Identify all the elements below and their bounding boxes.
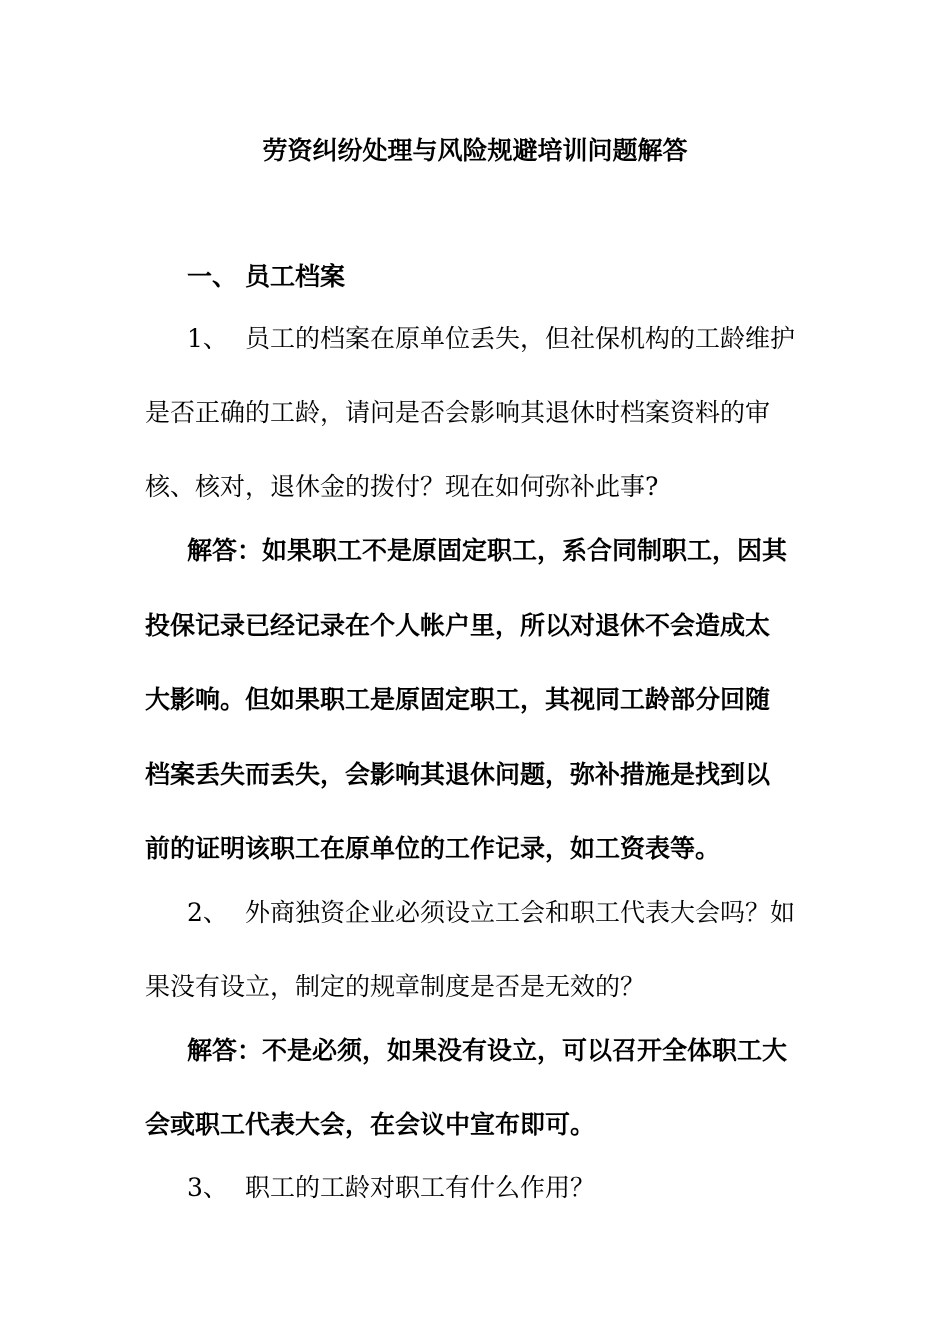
section-number: 一、 — [187, 262, 238, 291]
question-number: 3、 — [187, 1173, 228, 1202]
question-line: 核、核对，退休金的拨付？现在如何弥补此事? — [145, 472, 659, 501]
question-number: 1、 — [187, 324, 228, 353]
answer-line: 大影响。但如果职工是原固定职工，其视同工龄部分回随 — [145, 685, 771, 714]
question-line: 是否正确的工龄，请问是否会影响其退休时档案资料的审 — [145, 398, 771, 427]
answer-line: 解答：如果职工不是原固定职工，系合同制职工，因其 — [187, 536, 788, 565]
question-line: 果没有设立，制定的规章制度是否是无效的？ — [145, 972, 646, 1001]
question-line: 员工的档案在原单位丢失，但社保机构的工龄维护 — [245, 324, 796, 353]
section-heading: 员工档案 — [245, 262, 346, 291]
answer-line: 解答：不是必须，如果没有设立，可以召开全体职工大 — [187, 1036, 788, 1065]
document-title: 劳资纠纷处理与风险规避培训问题解答 — [262, 136, 688, 165]
answer-line: 档案丢失而丢失，会影响其退休问题，弥补措施是找到以 — [145, 760, 771, 789]
answer-line: 前的证明该职工在原单位的工作记录，如工资表等。 — [145, 834, 721, 863]
answer-line: 会或职工代表大会，在会议中宣布即可。 — [145, 1110, 596, 1139]
question-number: 2、 — [187, 898, 228, 927]
answer-line: 投保记录已经记录在个人帐户里，所以对退休不会造成太 — [145, 611, 771, 640]
question-line: 职工的工龄对职工有什么作用？ — [245, 1173, 596, 1202]
question-line: 外商独资企业必须设立工会和职工代表大会吗？如 — [245, 898, 796, 927]
